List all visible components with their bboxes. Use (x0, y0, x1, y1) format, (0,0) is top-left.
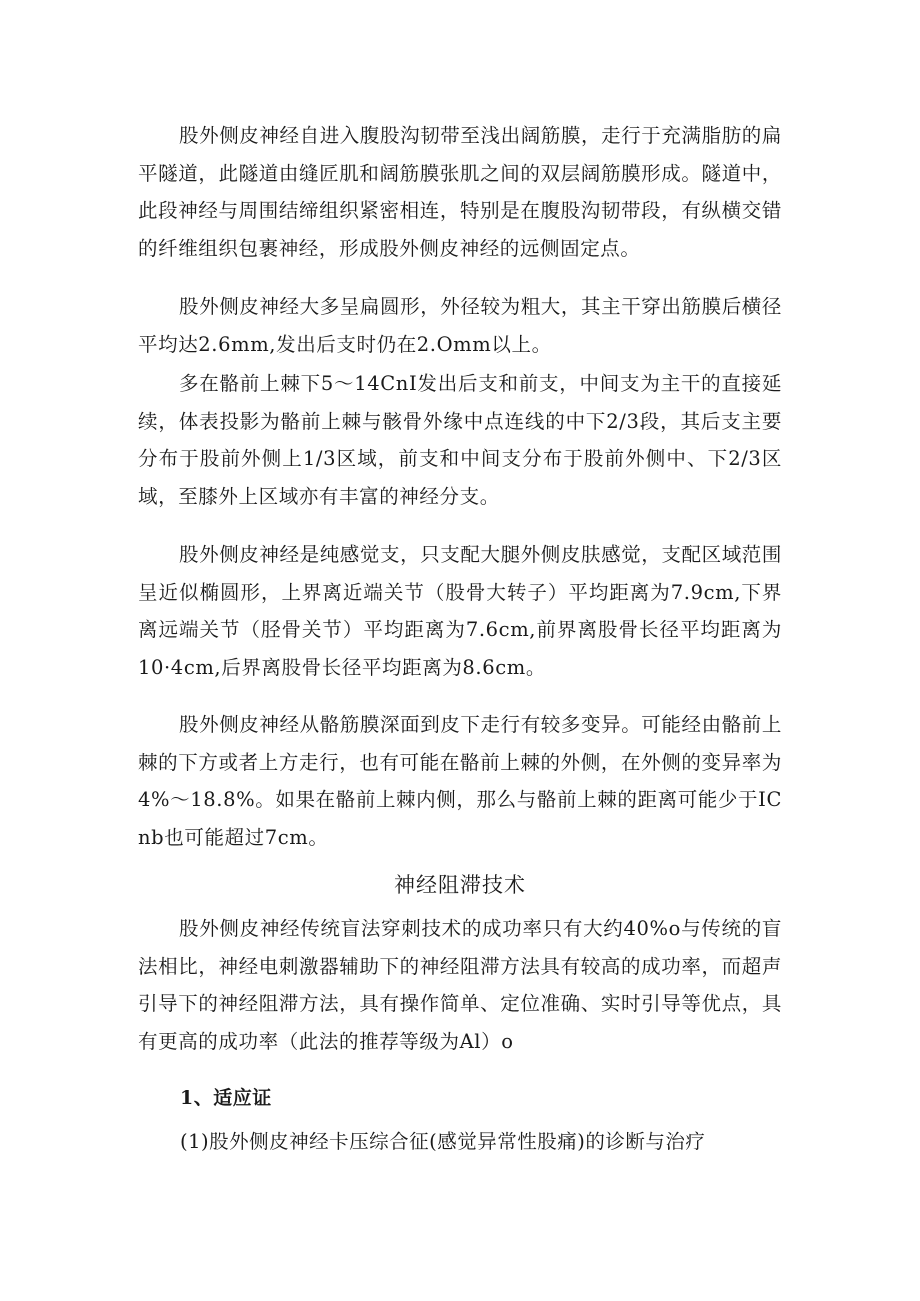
indication-item: (1)股外侧皮神经卡压综合征(感觉异常性股痛)的诊断与治疗 (180, 1130, 706, 1153)
paragraph-anatomical-variation: 股外侧皮神经从骼筋膜深面到皮下走行有较多变异。可能经由骼前上棘的下方或者上方走行，也有可能在骼前上棘的外侧，在外侧的变异率为4%～18.8%。如果在骼前上棘内侧，那么与骼前上棘的距离可能少于ICnb也可能超过7cm。 (138, 713, 783, 849)
section-heading: 神经阻滞技术 (394, 873, 526, 897)
paragraph-block-success-rate: 股外侧皮神经传统盲法穿刺技术的成功率只有大约40%o与传统的盲法相比，神经电刺激器辅助下的神经阻滞方法具有较高的成功率，而超声引导下的神经阻滞方法，具有操作简单、定位准确、实时引导等优点，具有更高的成功率（此法的推荐等级为Al）o (138, 917, 782, 1053)
paragraph-nerve-branches: 多在骼前上棘下5～14CnI发出后支和前支，中间支为主干的直接延续，体表投影为骼前上棘与骸骨外缘中点连线的中下2/3段，其后支主要分布于股前外侧上1/3区域，前支和中间支分布于股前外侧中、下2/3区域，至膝外上区域亦有丰富的神经分支。 (138, 372, 782, 508)
paragraph-nerve-shape: 股外侧皮神经大多呈扁圆形，外径较为粗大，其主干穿出筋膜后横径平均达2.6mm,发出后支时仍在2.Omm以上。 (138, 295, 783, 356)
paragraph-innervation-area: 股外侧皮神经是纯感觉支，只支配大腿外侧皮肤感觉，支配区域范围呈近似椭圆形，上界离近端关节（股骨大转子）平均距离为7.9cm,下界离远端关节（胫骨关节）平均距离为7.6cm,前界离股骨长径平均距离为10·4cm,后界离股骨长径平均距离为8.6cm。 (138, 543, 783, 679)
indications-title: 1、适应证 (180, 1087, 272, 1109)
paragraph-course-of-nerve: 股外侧皮神经自进入腹股沟韧带至浅出阔筋膜，走行于充满脂肪的扁平隧道，此隧道由缝匠肌和阔筋膜张肌之间的双层阔筋膜形成。隧道中，此段神经与周围结缔组织紧密相连，特别是在腹股沟韧带段，有纵横交错的纤维组织包裹神经，形成股外侧皮神经的远侧固定点。 (138, 124, 783, 260)
